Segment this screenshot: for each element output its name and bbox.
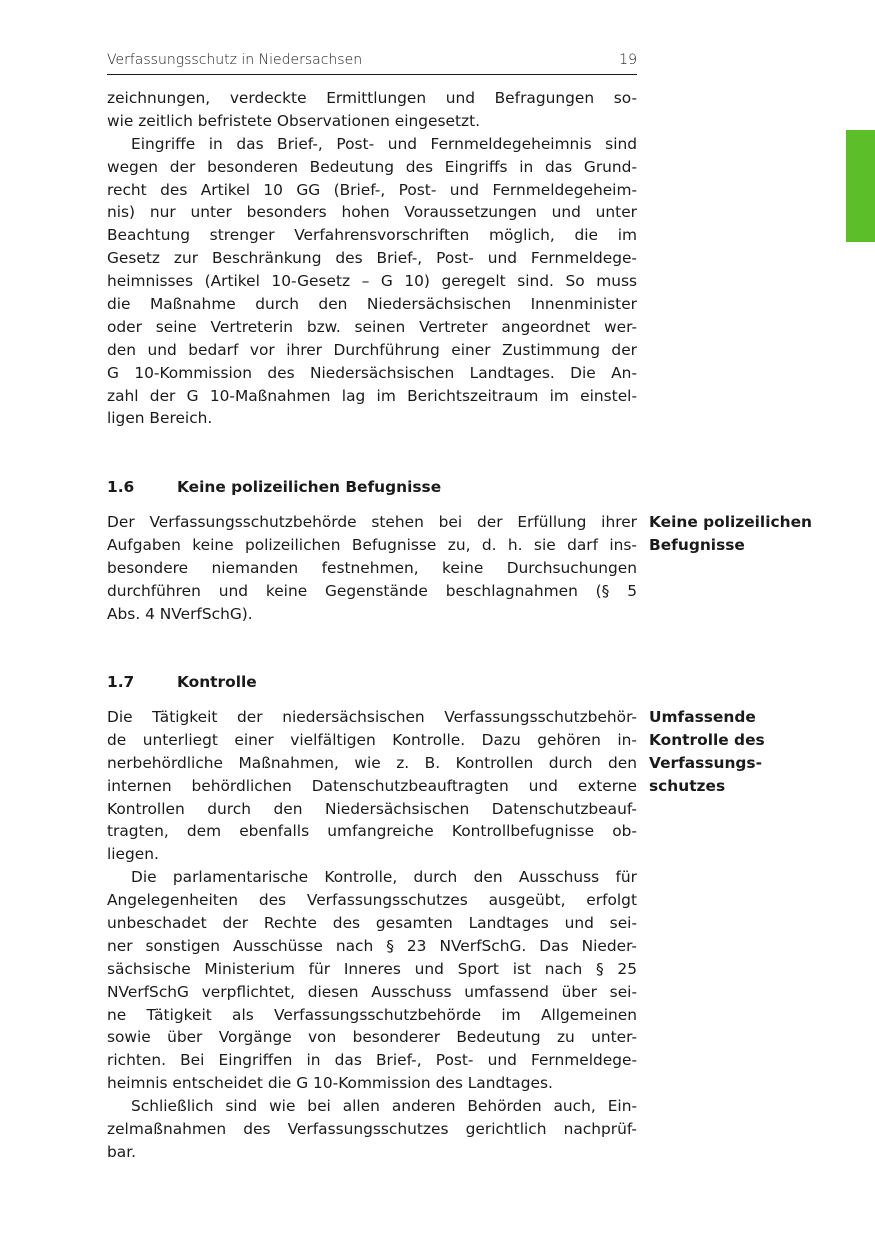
text-line: de unterliegt einer vielfältigen Kontrolle. Dazu gehören in- bbox=[107, 730, 637, 749]
text-line: zeichnungen, verdeckte Ermittlungen und Befragungen so- bbox=[107, 89, 637, 107]
text-line: wie zeitlich befristete Observationen eingesetzt. bbox=[107, 111, 481, 130]
text-line: Die parlamentarische Kontrolle, durch den Ausschuss für bbox=[131, 868, 637, 887]
margin-note-line: Keine polizeilichen bbox=[649, 513, 812, 531]
section-title: Keine polizeilichen Befugnisse bbox=[177, 478, 442, 496]
text-line: zelmaßnahmen des Verfassungsschutzes gerichtlich nachprüf- bbox=[107, 1120, 637, 1139]
text-line: wegen der besonderen Bedeutung des Eingriffs in das Grund- bbox=[107, 157, 637, 176]
text-line: Kontrollen durch den Niedersächsischen Datenschutzbeauf- bbox=[107, 799, 637, 818]
section-number: 1.7 bbox=[107, 673, 135, 691]
text-line: internen behördlichen Datenschutzbeauftragten und externe bbox=[107, 776, 637, 795]
text-line: heimnis entscheidet die G 10-Kommission des Landtages. bbox=[107, 1074, 553, 1093]
text-line: recht des Artikel 10 GG (Brief-, Post- und Fernmeldegeheim- bbox=[107, 180, 637, 199]
text-line: G 10-Kommission des Niedersächsischen Landtages. Die An- bbox=[107, 363, 637, 382]
text-line: nerbehördliche Maßnahmen, wie z. B. Kontrollen durch den bbox=[107, 753, 637, 772]
text-line: sowie über Vorgänge von besonderer Bedeutung zu unter- bbox=[107, 1028, 637, 1047]
text-line: Schließlich sind wie bei allen anderen Behörden auch, Ein- bbox=[131, 1097, 637, 1116]
text-line: den und bedarf vor ihrer Durchführung einer Zustimmung der bbox=[107, 340, 637, 359]
text-line: NVerfSchG verpflichtet, diesen Ausschuss umfassend über sei- bbox=[107, 982, 637, 1001]
text-line: zahl der G 10-Maßnahmen lag im Berichtszeitraum im einstel- bbox=[107, 386, 637, 405]
page-number: 19 bbox=[619, 52, 637, 68]
text-line: richten. Bei Eingriffen in das Brief-, Post- und Fernmeldege- bbox=[107, 1051, 637, 1070]
text-line: tragten, dem ebenfalls umfangreiche Kontrollbefugnisse ob- bbox=[107, 822, 637, 841]
text-line: bar. bbox=[107, 1142, 137, 1161]
margin-note-line: Umfassende bbox=[649, 708, 756, 726]
text-line: unbeschadet der Rechte des gesamten Landtages und sei- bbox=[107, 914, 637, 933]
running-header bbox=[107, 52, 637, 75]
text-line: Abs. 4 NVerfSchG). bbox=[107, 604, 253, 623]
text-line: Beachtung strenger Verfahrensvorschriften möglich, die im bbox=[107, 226, 637, 245]
margin-note-1-7 bbox=[649, 706, 849, 798]
text-line: ner sonstigen Ausschüsse nach § 23 NVerfSchG. Das Nieder- bbox=[107, 936, 637, 955]
paragraph-block-1 bbox=[107, 87, 637, 430]
text-line: heimnisses (Artikel 10-Gesetz – G 10) geregelt sind. So muss bbox=[107, 272, 637, 291]
paragraph-section-1-6 bbox=[107, 511, 637, 625]
margin-note-line: Befugnisse bbox=[649, 535, 745, 554]
text-line: die Maßnahme durch den Niedersächsischen Innenminister bbox=[107, 295, 637, 314]
margin-note-line: Kontrolle des bbox=[649, 730, 765, 749]
margin-note-line: schutzes bbox=[649, 776, 726, 795]
text-line: Die Tätigkeit der niedersächsischen Verfassungsschutzbehör- bbox=[107, 708, 637, 726]
text-line: Der Verfassungsschutzbehörde stehen bei der Erfüllung ihrer bbox=[107, 513, 637, 531]
paragraph-section-1-7 bbox=[107, 706, 637, 1164]
section-number: 1.6 bbox=[107, 478, 135, 496]
text-line: Gesetz zur Beschränkung des Brief-, Post- und Fernmeldege- bbox=[107, 249, 637, 268]
text-line: Eingriffe in das Brief-, Post- und Fernmeldegeheimnis sind bbox=[131, 134, 637, 153]
header-title: Verfassungsschutz in Niedersachsen bbox=[107, 52, 363, 68]
margin-note-line: Verfassungs- bbox=[649, 753, 762, 772]
text-line: besondere niemanden festnehmen, keine Durchsuchungen bbox=[107, 558, 637, 577]
margin-note-1-6 bbox=[649, 511, 849, 557]
text-line: Angelegenheiten des Verfassungsschutzes ausgeübt, erfolgt bbox=[107, 891, 637, 910]
text-line: ligen Bereich. bbox=[107, 409, 213, 428]
text-line: liegen. bbox=[107, 845, 159, 864]
text-line: nis) nur unter besonders hohen Voraussetzungen und unter bbox=[107, 203, 637, 222]
chapter-thumb-tab bbox=[846, 130, 875, 242]
text-line: Aufgaben keine polizeilichen Befugnisse zu, d. h. sie darf ins- bbox=[107, 535, 637, 554]
section-title: Kontrolle bbox=[177, 673, 257, 691]
text-line: oder seine Vertreterin bzw. seinen Vertreter angeordnet wer- bbox=[107, 317, 637, 336]
text-line: sächsische Ministerium für Inneres und Sport ist nach § 25 bbox=[107, 959, 637, 978]
text-line: ne Tätigkeit als Verfassungsschutzbehörde im Allgemeinen bbox=[107, 1005, 637, 1024]
text-line: durchführen und keine Gegenstände beschlagnahmen (§ 5 bbox=[107, 581, 637, 600]
